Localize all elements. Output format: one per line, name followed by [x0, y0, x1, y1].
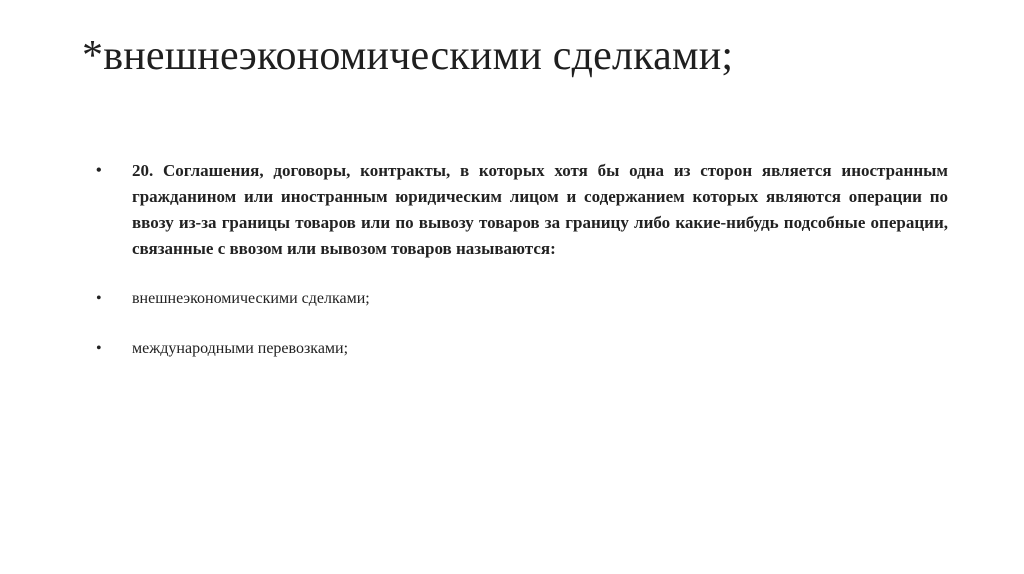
slide-content: [96, 158, 948, 360]
answer-option-1: [96, 288, 948, 310]
answer-option-2: [96, 338, 948, 360]
slide-title: *внешнеэкономическими сделками;: [82, 33, 734, 79]
question-item: [96, 158, 948, 262]
answer-text: внешнеэкономическими сделками;: [132, 290, 370, 307]
answer-text: международными перевозками;: [132, 340, 349, 357]
bullet-icon: •: [96, 162, 102, 179]
bullet-icon: •: [96, 290, 102, 307]
bullet-icon: •: [96, 340, 102, 357]
question-text: 20. Соглашения, договоры, контракты, в которых хотя бы одна из сторон является иностранным гражданином или иностранным юридическим лицом и содержанием которых являются операции по ввозу из-за границы товаров или по вывозу товаров за границу либо какие-нибудь подсобные операции, связанные с ввозом или вывозом товаров называются:: [132, 161, 948, 258]
